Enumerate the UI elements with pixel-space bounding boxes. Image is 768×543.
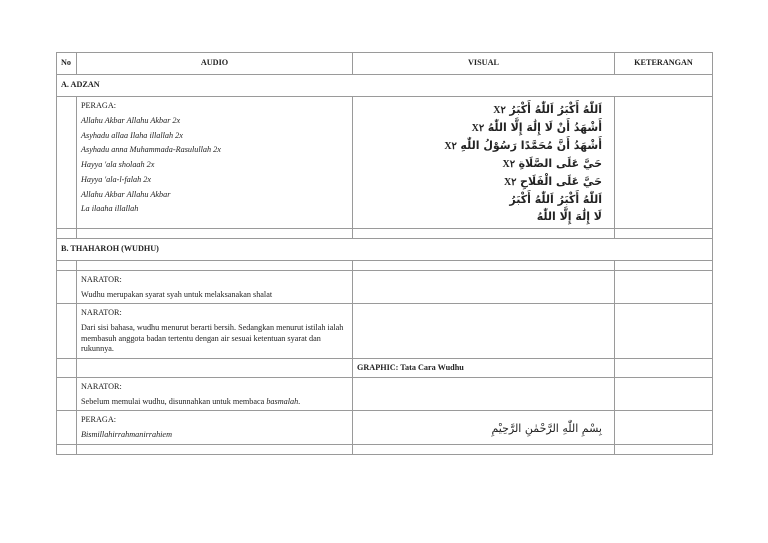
table-row-adzan: [57, 97, 713, 229]
script-table: [56, 52, 713, 455]
table-row-graphic: [57, 358, 713, 377]
narator-2-cell: [77, 304, 353, 359]
arabic-line: حَيَّ عَلَى الصَّلَاةِ X٢: [502, 157, 602, 170]
table-row-narator-1: [57, 271, 713, 304]
header-visual: VISUAL: [353, 53, 615, 75]
basmalah-visual: [353, 411, 615, 444]
narator-text: Dari sisi bahasa, wudhu menurut berarti bersih. Sedangkan menurut istilah ialah membasuh anggota badan tertentu dengan air sesuai ketentuan syarat dan rukunnya.: [81, 323, 344, 354]
arabic-line: أَشْهَدُ أَنَّ مُحَمَّدًا رَسُوْلُ اللّٰهِ X٢: [444, 139, 602, 152]
narator-3-cell: [77, 377, 353, 410]
arabic-line: بِسْمِ اللّٰهِ الرَّحْمٰنِ الرَّحِيْمِ: [491, 421, 602, 435]
narator-text: Sebelum memulai wudhu, disunnahkan untuk membaca basmalah.: [81, 396, 301, 406]
peraga-cell: [77, 411, 353, 444]
audio-line: Hayya 'ala-l-falah 2x: [81, 174, 151, 184]
audio-line: Allahu Akbar Allahu Akbar 2x: [81, 115, 181, 125]
peraga-label: PERAGA:: [81, 415, 117, 425]
table-header-row: [57, 53, 713, 75]
spacer-row: [57, 444, 713, 454]
header-keterangan: KETERANGAN: [615, 53, 713, 75]
table-row-peraga: [57, 411, 713, 444]
adzan-visual-cell: [353, 97, 615, 229]
arabic-line: أَشْهَدُ أَنْ لَا إِلَٰهَ إِلَّا اللّٰهُ X٢: [471, 121, 602, 134]
arabic-line: حَيَّ عَلَى الْفَلَاحِ X٢: [503, 175, 602, 188]
arabic-line: اَللّٰهُ أَكْبَرُ اَللّٰهُ أَكْبَرُ: [509, 193, 602, 206]
narator-label: NARATOR:: [81, 275, 122, 284]
spacer-row: [57, 229, 713, 239]
spacer-row: [57, 261, 713, 271]
section-b-title: B. THAHAROH (WUDHU): [57, 239, 713, 261]
peraga-label: PERAGA:: [81, 101, 117, 110]
header-no: No: [57, 53, 77, 75]
arabic-line: اَللّٰهُ أَكْبَرُ اَللّٰهُ أَكْبَرُ X٢: [493, 103, 602, 116]
audio-line: Allahu Akbar Allahu Akbar: [81, 189, 171, 199]
audio-line: Hayya 'ala sholaah 2x: [81, 160, 155, 170]
audio-line: La ilaaha illallah: [81, 204, 139, 214]
narator-text: Wudhu merupakan syarat syah untuk melaksanakan shalat: [81, 289, 273, 299]
section-b-row: [57, 239, 713, 261]
narator-label: NARATOR:: [81, 308, 122, 318]
table-row-narator-2: [57, 304, 713, 359]
section-a-title: A. ADZAN: [57, 75, 713, 97]
arabic-line: لَا إِلَٰهَ إِلَّا اللّٰهُ: [536, 210, 602, 223]
header-audio: AUDIO: [77, 53, 353, 75]
graphic-label: GRAPHIC: Tata Cara Wudhu: [353, 358, 615, 377]
adzan-audio-cell: [77, 97, 353, 229]
section-a-row: [57, 75, 713, 97]
audio-line: Asyhadu anna Muhammada-Rasulullah 2x: [81, 145, 221, 155]
narator-1-cell: [77, 271, 353, 304]
table-row-narator-3: [57, 377, 713, 410]
peraga-text: Bismillahirrahmanirrahiem: [81, 430, 172, 440]
document-page: [56, 52, 712, 455]
audio-line: Asyhadu allaa Ilaha illallah 2x: [81, 130, 183, 140]
narator-label: NARATOR:: [81, 381, 122, 391]
